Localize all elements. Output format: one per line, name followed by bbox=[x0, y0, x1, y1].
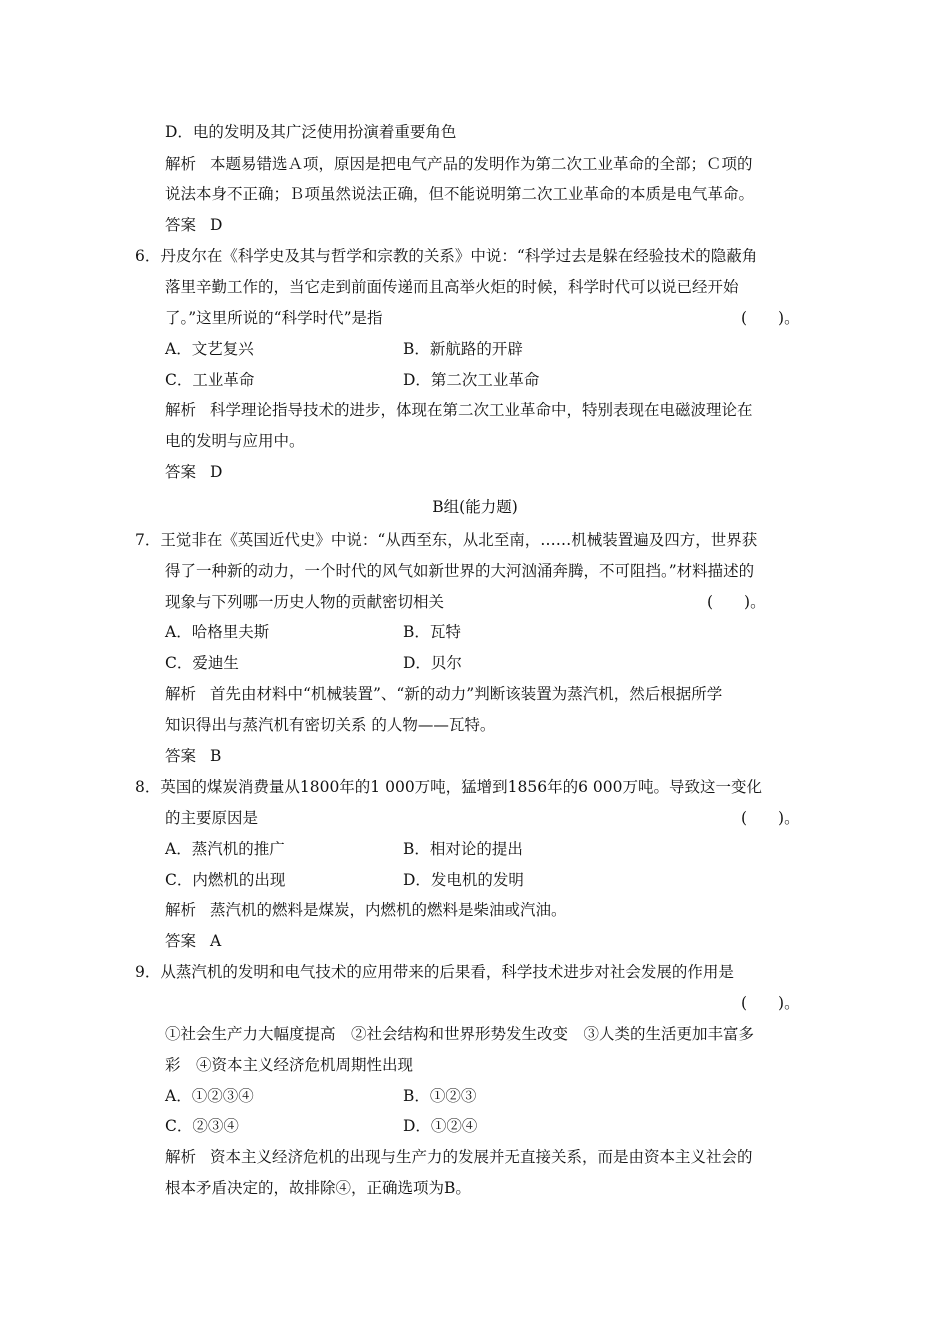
q7-option-a: A．哈格里夫斯 bbox=[165, 623, 270, 641]
q9-statement-line-2: 彩 ④资本主义经济危机周期性出现 bbox=[165, 1056, 414, 1074]
prev-answer bbox=[165, 215, 222, 235]
q6-stem-line-2: 落里辛勤工作的，当它走到前面传递而且高举火炬的时候，科学时代可以说已经开始 bbox=[165, 278, 739, 296]
q6-option-b: B．新航路的开辟 bbox=[403, 340, 523, 358]
q9-analysis-line-1: 解析 资本主义经济危机的出现与生产力的发展并无直接关系，而是由资本主义社会的 bbox=[165, 1148, 753, 1166]
q9-statement-line-1: ①社会生产力大幅度提高 ②社会结构和世界形势发生改变 ③人类的生活更加丰富多 bbox=[165, 1025, 755, 1043]
q9-analysis-line-2: 根本矛盾决定的，故排除④，正确选项为B。 bbox=[165, 1179, 471, 1197]
q7-option-d: D．贝尔 bbox=[403, 654, 462, 672]
q6-stem-line-3: 了。”这里所说的“科学时代”是指 bbox=[165, 309, 383, 327]
answer-label: 答案 bbox=[165, 463, 197, 481]
q7-analysis-line-1: 解析 首先由材料中“机械装置”、“新的动力”判断该装置为蒸汽机，然后根据所学 bbox=[165, 685, 723, 703]
q9-option-d: D．①②④ bbox=[403, 1117, 478, 1135]
analysis-label: 解析 bbox=[165, 685, 197, 703]
q8-option-b: B．相对论的提出 bbox=[403, 840, 523, 858]
q7-stem-line-2: 得了一种新的动力，一个时代的风气如新世界的大河汹涌奔腾，不可阻挡。”材料描述的 bbox=[165, 562, 755, 580]
answer-label: 答案 bbox=[165, 216, 197, 234]
q8-stem-line-2: 的主要原因是 bbox=[165, 809, 259, 827]
q6-option-a: A．文艺复兴 bbox=[165, 340, 254, 358]
prev-analysis-line-1: 解析 本题易错选Ａ项，原因是把电气产品的发明作为第二次工业革命的全部；Ｃ项的 bbox=[165, 155, 753, 173]
analysis-label: 解析 bbox=[165, 155, 197, 173]
q6-option-d: D．第二次工业革命 bbox=[403, 371, 540, 389]
q8-analysis-line-1: 解析 蒸汽机的燃料是煤炭，内燃机的燃料是柴油或汽油。 bbox=[165, 901, 567, 919]
q7-analysis-line-2: 知识得出与蒸汽机有密切关系 的人物——瓦特。 bbox=[165, 716, 496, 734]
q6-stem-line-1: 6．丹皮尔在《科学史及其与哲学和宗教的关系》中说：“科学过去是躲在经验技术的隐蔽角 bbox=[135, 247, 758, 265]
q6-answer-paren: ( )。 bbox=[741, 309, 800, 327]
q9-stem-line-1: 9．从蒸汽机的发明和电气技术的应用带来的后果看，科学技术进步对社会发展的作用是 bbox=[135, 963, 734, 981]
answer-value: A bbox=[210, 932, 222, 950]
q8-option-c: C．内燃机的出现 bbox=[165, 871, 286, 889]
q7-answer-paren: ( )。 bbox=[707, 593, 766, 611]
q8-option-d: D．发电机的发明 bbox=[403, 871, 524, 889]
q9-option-b: B．①②③ bbox=[403, 1087, 477, 1105]
answer-value: D bbox=[210, 216, 223, 234]
prev-option-d: D．电的发明及其广泛使用扮演着重要角色 bbox=[165, 123, 457, 141]
q8-option-a: A．蒸汽机的推广 bbox=[165, 840, 285, 858]
q7-stem-line-3: 现象与下列哪一历史人物的贡献密切相关 bbox=[165, 593, 445, 611]
prev-analysis-line-2: 说法本身不正确；Ｂ项虽然说法正确，但不能说明第二次工业革命的本质是电气革命。 bbox=[165, 185, 755, 203]
q9-option-c: C．②③④ bbox=[165, 1117, 239, 1135]
answer-label: 答案 bbox=[165, 747, 197, 765]
q7-stem-line-1: 7．王觉非在《英国近代史》中说：“从西至东，从北至南，……机械装置遍及四方，世界获 bbox=[135, 531, 758, 549]
q6-option-c: C．工业革命 bbox=[165, 371, 255, 389]
q6-analysis-line-1: 解析 科学理论指导技术的进步，体现在第二次工业革命中，特别表现在电磁波理论在 bbox=[165, 401, 753, 419]
q7-answer bbox=[165, 746, 221, 766]
q7-option-c: C．爱迪生 bbox=[165, 654, 239, 672]
q6-answer bbox=[165, 462, 222, 482]
q9-option-a: A．①②③④ bbox=[165, 1087, 254, 1105]
answer-value: D bbox=[210, 463, 223, 481]
q8-stem-line-1: 8．英国的煤炭消费量从1800年的1 000万吨，猛增到1856年的6 000万吨。导致这一变化 bbox=[135, 778, 763, 796]
q8-answer bbox=[165, 931, 221, 951]
answer-value: B bbox=[210, 747, 222, 765]
q6-analysis-line-2: 电的发明与应用中。 bbox=[165, 432, 305, 450]
q9-answer-paren: ( )。 bbox=[741, 994, 800, 1012]
q7-option-b: B．瓦特 bbox=[403, 623, 461, 641]
q8-answer-paren: ( )。 bbox=[741, 809, 800, 827]
section-title: B组(能力题) bbox=[432, 498, 518, 516]
answer-label: 答案 bbox=[165, 932, 197, 950]
analysis-label: 解析 bbox=[165, 1148, 197, 1166]
analysis-label: 解析 bbox=[165, 901, 197, 919]
analysis-label: 解析 bbox=[165, 401, 197, 419]
